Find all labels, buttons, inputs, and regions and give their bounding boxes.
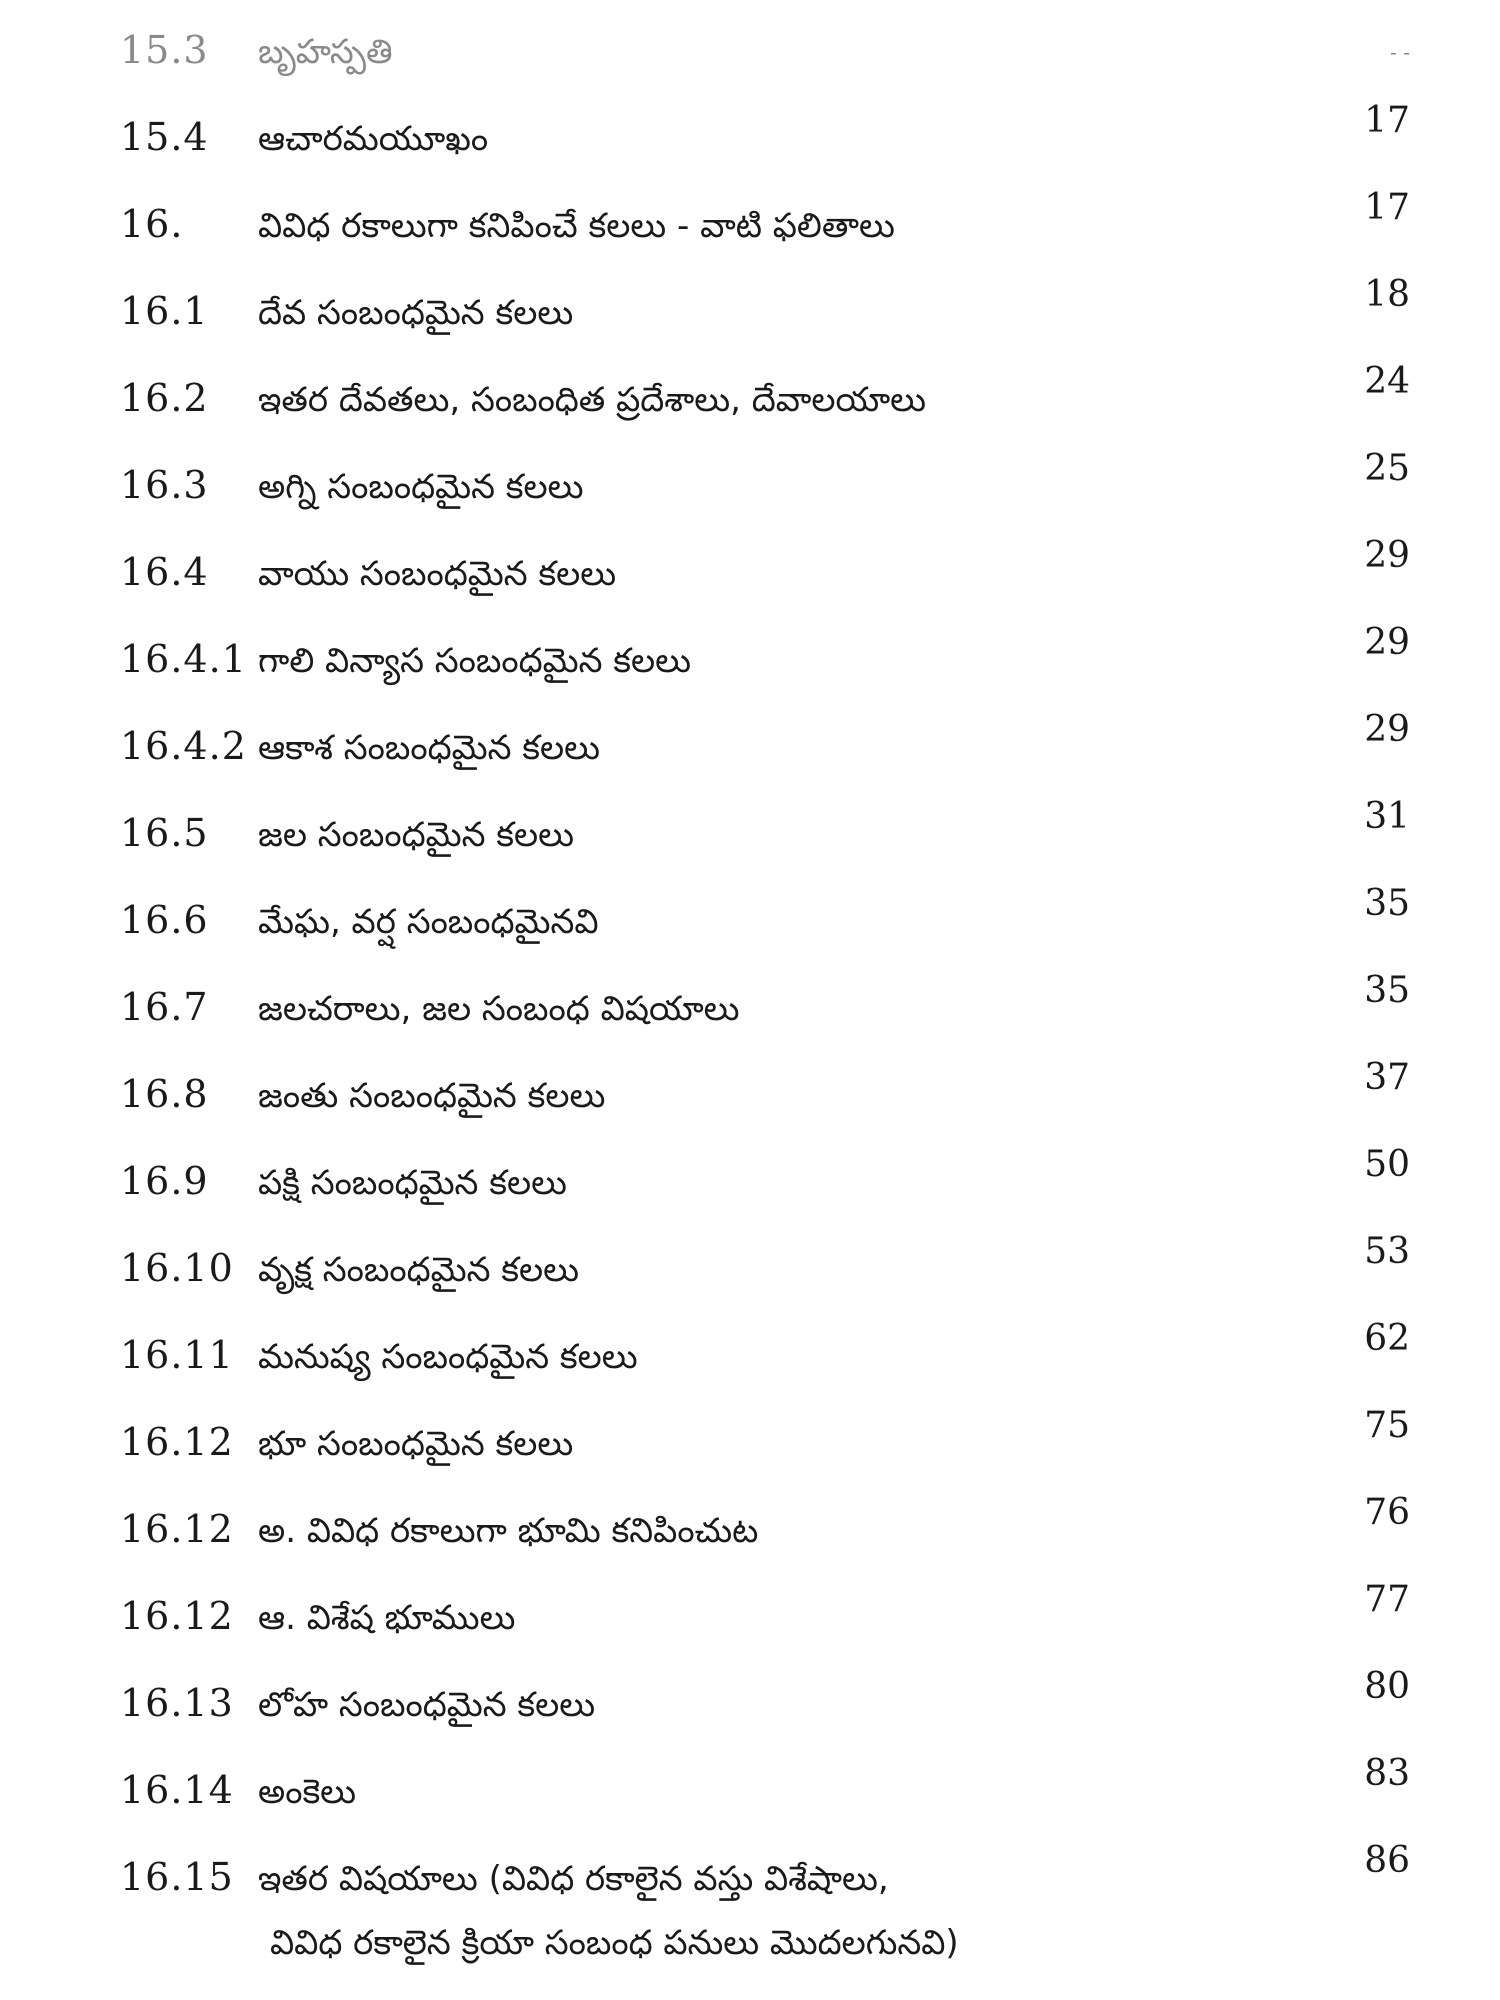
entry-page: 25 — [1364, 448, 1410, 489]
entry-title: ఆకాశ సంబంధమైన కలలు — [258, 728, 600, 768]
entry-number: 16.4.2 — [120, 724, 247, 768]
toc-entry — [0, 622, 1500, 699]
entry-number: 16.11 — [120, 1333, 234, 1377]
entry-title: వృక్ష సంబంధమైన కలలు — [258, 1250, 580, 1290]
entry-page: 17 — [1364, 187, 1410, 228]
toc-entry — [0, 1144, 1500, 1221]
entry-number: 16.2 — [120, 376, 209, 420]
entry-title: ఇతర దేవతలు, సంబంధిత ప్రదేశాలు, దేవాలయాలు — [258, 380, 926, 420]
entry-number: 16.3 — [120, 463, 209, 507]
toc-entry — [0, 274, 1500, 351]
entry-page: 53 — [1364, 1231, 1410, 1272]
entry-title: అ. వివిధ రకాలుగా భూమి కనిపించుట — [258, 1511, 759, 1551]
toc-entry — [0, 883, 1500, 960]
entry-title: అగ్ని సంబంధమైన కలలు — [258, 467, 584, 507]
entry-page: 77 — [1364, 1579, 1410, 1620]
entry-title: జలచరాలు, జల సంబంధ విషయాలు — [258, 989, 740, 1029]
entry-title: భూ సంబంధమైన కలలు — [258, 1424, 574, 1464]
entry-number: 15.3 — [120, 28, 209, 72]
entry-number: 16.8 — [120, 1072, 209, 1116]
entry-page: 76 — [1364, 1492, 1410, 1533]
toc-entry — [0, 535, 1500, 612]
entry-page: 83 — [1364, 1753, 1410, 1794]
entry-number: 16. — [120, 202, 184, 246]
entry-page: 62 — [1364, 1318, 1410, 1359]
entry-title: ఇతర విషయాలు (వివిధ రకాలైన వస్తు విశేషాలు, — [258, 1859, 889, 1899]
entry-title: జల సంబంధమైన కలలు — [258, 815, 574, 855]
toc-entry — [0, 361, 1500, 438]
entry-number: 16.12 — [120, 1507, 234, 1551]
entry-title: వివిధ రకాలుగా కనిపించే కలలు - వాటి ఫలితాలు — [258, 206, 895, 246]
entry-title: లోహ సంబంధమైన కలలు — [258, 1685, 596, 1725]
toc-entry — [0, 187, 1500, 264]
toc-entry — [0, 1753, 1500, 1830]
entry-number: 16.12 — [120, 1420, 234, 1464]
entry-number: 16.6 — [120, 898, 209, 942]
entry-page: 86 — [1364, 1840, 1410, 1881]
entry-number: 16.9 — [120, 1159, 209, 1203]
entry-title: వాయు సంబంధమైన కలలు — [258, 554, 617, 594]
entry-page: 35 — [1364, 883, 1410, 924]
toc-entry — [0, 1840, 1500, 1987]
toc-entry — [0, 709, 1500, 786]
entry-page: 37 — [1364, 1057, 1410, 1098]
toc-entry — [0, 1579, 1500, 1656]
entry-page: - - — [1390, 40, 1410, 64]
entry-title: పక్షి సంబంధమైన కలలు — [258, 1163, 567, 1203]
entry-number: 16.1 — [120, 289, 209, 333]
toc-entry — [0, 1492, 1500, 1569]
entry-title: అంకెలు — [258, 1772, 357, 1812]
toc-entry — [0, 1405, 1500, 1482]
entry-title: ఆ. విశేష భూములు — [258, 1598, 516, 1638]
entry-page: 50 — [1364, 1144, 1410, 1185]
toc-entry — [0, 100, 1500, 177]
entry-page: 24 — [1364, 361, 1410, 402]
entry-page: 35 — [1364, 970, 1410, 1011]
entry-page: 29 — [1364, 535, 1410, 576]
entry-number: 15.4 — [120, 115, 209, 159]
toc-entry — [0, 1231, 1500, 1308]
toc-entry — [0, 796, 1500, 873]
entry-number: 16.10 — [120, 1246, 234, 1290]
entry-title: దేవ సంబంధమైన కలలు — [258, 293, 574, 333]
entry-page: 75 — [1364, 1405, 1410, 1446]
toc-entry — [0, 20, 1500, 90]
entry-title: మనుష్య సంబంధమైన కలలు — [258, 1337, 638, 1377]
entry-title-line2: వివిధ రకాలైన క్రియా సంబంధ పనులు మొదలగునవి) — [270, 1923, 959, 1963]
entry-number: 16.4 — [120, 550, 209, 594]
entry-page: 29 — [1364, 709, 1410, 750]
entry-number: 16.7 — [120, 985, 209, 1029]
toc-entry — [0, 970, 1500, 1047]
entry-number: 16.4.1 — [120, 637, 247, 681]
entry-title: ఆచారమయూఖం — [258, 119, 489, 159]
toc-entry — [0, 1057, 1500, 1134]
entry-page: 80 — [1364, 1666, 1410, 1707]
entry-number: 16.13 — [120, 1681, 234, 1725]
toc-entry — [0, 1318, 1500, 1395]
entry-title: గాలి విన్యాస సంబంధమైన కలలు — [258, 641, 692, 681]
entry-number: 16.14 — [120, 1768, 234, 1812]
entry-page: 17 — [1364, 100, 1410, 141]
entry-title: బృహస్పతి — [258, 32, 393, 72]
entry-number: 16.15 — [120, 1855, 234, 1899]
toc-entry — [0, 448, 1500, 525]
entry-number: 16.12 — [120, 1594, 234, 1638]
entry-title: జంతు సంబంధమైన కలలు — [258, 1076, 606, 1116]
toc-entry — [0, 1666, 1500, 1743]
entry-page: 29 — [1364, 622, 1410, 663]
entry-page: 18 — [1364, 274, 1410, 315]
entry-number: 16.5 — [120, 811, 209, 855]
entry-page: 31 — [1364, 796, 1410, 837]
entry-title: మేఘ, వర్ష సంబంధమైనవి — [258, 902, 599, 942]
